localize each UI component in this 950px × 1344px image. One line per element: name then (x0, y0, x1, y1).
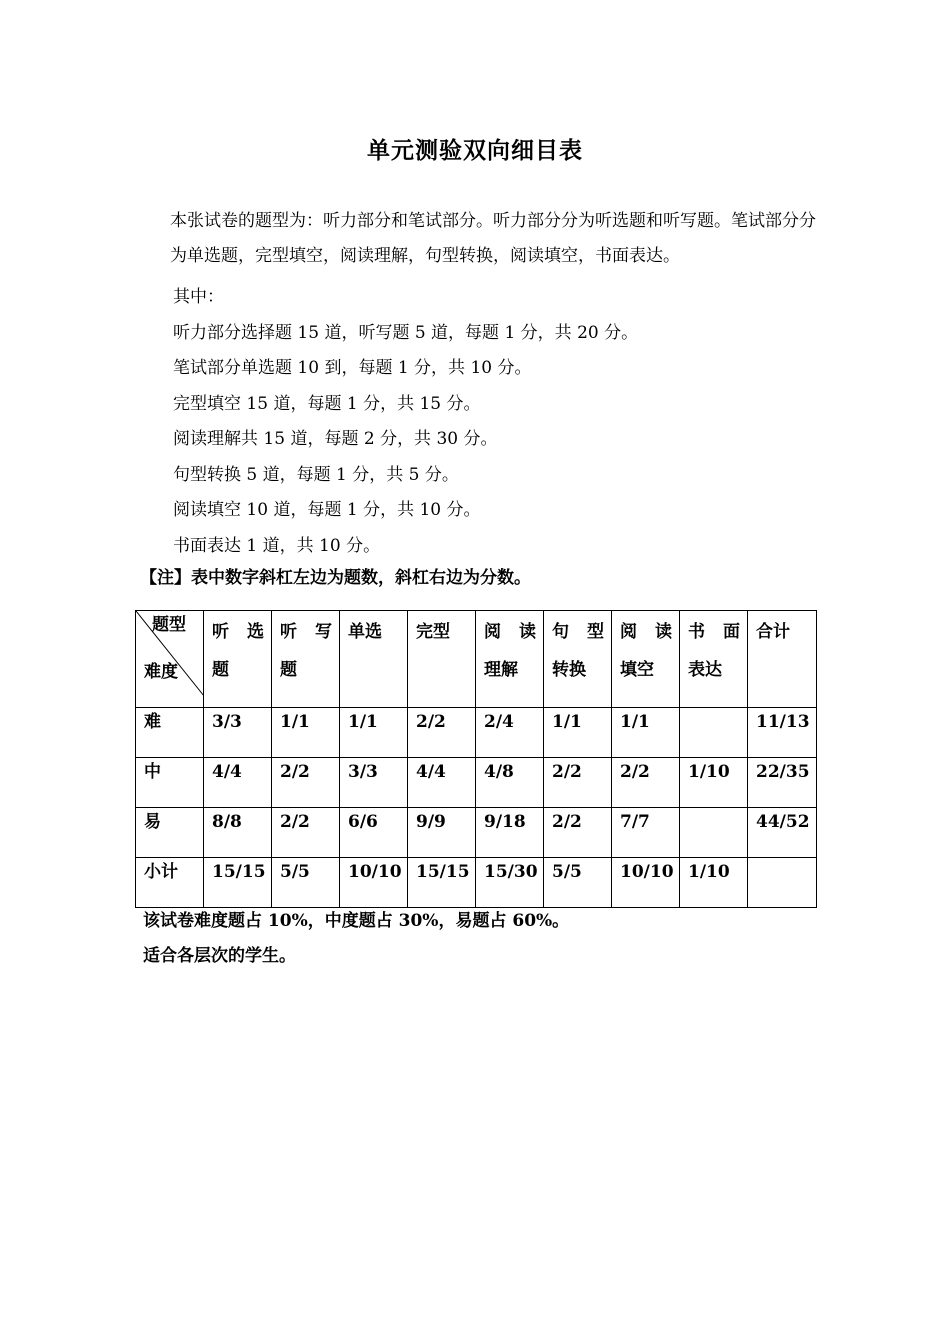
header-cell: 完型 (408, 611, 476, 708)
table-cell: 1/1 (612, 708, 680, 758)
table-cell: 7/7 (612, 808, 680, 858)
table-cell: 10/10 (340, 858, 408, 908)
breakdown-line: 句型转换 5 道，每题 1 分，共 5 分。 (173, 464, 459, 485)
breakdown-line: 其中： (173, 287, 224, 307)
breakdown-line: 阅读填空 10 道，每题 1 分，共 10 分。 (173, 500, 481, 520)
table-row (136, 708, 817, 758)
table-cell (680, 708, 748, 758)
row-label-cell: 小计 (136, 858, 204, 908)
breakdown-line: 阅读理解共 15 道，每题 2 分，共 30 分。 (173, 429, 498, 449)
table-row (136, 808, 817, 858)
header-cell: 书 面 表达 (680, 611, 748, 708)
table-cell: 44/52 (748, 808, 817, 858)
row-label-cell: 中 (136, 758, 204, 808)
table-cell: 1/10 (680, 758, 748, 808)
breakdown-line: 完型填空 15 道，每题 1 分，共 15 分。 (173, 393, 481, 414)
corner-top-label: 题型 (152, 615, 186, 635)
table-cell: 11/13 (748, 708, 817, 758)
table-cell: 22/35 (748, 758, 817, 808)
header-cell: 阅 读 理解 (476, 611, 544, 708)
table-cell: 4/8 (476, 758, 544, 808)
table-cell: 9/18 (476, 808, 544, 858)
row-label-cell: 易 (136, 808, 204, 858)
row-label-cell: 难 (136, 708, 204, 758)
table-cell: 15/15 (408, 858, 476, 908)
spec-table (135, 610, 817, 908)
table-cell: 1/1 (272, 708, 340, 758)
table-cell: 4/4 (204, 758, 272, 808)
table-note: 【注】表中数字斜杠左边为题数，斜杠右边为分数。 (140, 568, 531, 588)
header-cell: 阅 读 填空 (612, 611, 680, 708)
table-cell: 3/3 (340, 758, 408, 808)
header-cell: 单选 (340, 611, 408, 708)
table-cell: 2/2 (408, 708, 476, 758)
breakdown-line: 笔试部分单选题 10 到，每题 1 分，共 10 分。 (173, 358, 532, 378)
header-cell: 合计 (748, 611, 817, 708)
header-cell: 句 型 转换 (544, 611, 612, 708)
summary (143, 904, 569, 974)
page-title: 单元测验双向细目表 (367, 138, 583, 164)
table-cell: 2/2 (612, 758, 680, 808)
table-cell: 8/8 (204, 808, 272, 858)
table-cell: 4/4 (408, 758, 476, 808)
corner-cell (136, 611, 204, 708)
corner-bottom-label: 难度 (144, 662, 178, 682)
score-breakdown (173, 280, 638, 564)
table-cell: 15/15 (204, 858, 272, 908)
table-cell: 2/2 (544, 808, 612, 858)
table-cell: 1/10 (680, 858, 748, 908)
table-cell (748, 858, 817, 908)
table-cell: 2/2 (272, 758, 340, 808)
table-cell: 2/2 (544, 758, 612, 808)
table-cell: 15/30 (476, 858, 544, 908)
header-cell: 听 选 题 (204, 611, 272, 708)
table-cell: 3/3 (204, 708, 272, 758)
summary-line: 该试卷难度题占 10%，中度题占 30%，易题占 60%。 (143, 911, 570, 931)
intro-paragraph: 本张试卷的题型为：听力部分和笔试部分。听力部分分为听选题和听写题。笔试部分分为单选题，完型填空，阅读理解，句型转换，阅读填空，书面表达。 (170, 211, 816, 266)
table-cell: 1/1 (544, 708, 612, 758)
table-cell: 2/2 (272, 808, 340, 858)
table-cell: 6/6 (340, 808, 408, 858)
breakdown-line: 听力部分选择题 15 道，听写题 5 道，每题 1 分，共 20 分。 (173, 322, 639, 343)
breakdown-line: 书面表达 1 道，共 10 分。 (173, 535, 381, 556)
table-cell: 5/5 (544, 858, 612, 908)
table-row (136, 758, 817, 808)
table-cell: 2/4 (476, 708, 544, 758)
table-cell (680, 808, 748, 858)
table-row (136, 858, 817, 908)
header-cell: 听 写 题 (272, 611, 340, 708)
summary-line: 适合各层次的学生。 (143, 946, 296, 966)
table-cell: 5/5 (272, 858, 340, 908)
table-cell: 10/10 (612, 858, 680, 908)
table-cell: 9/9 (408, 808, 476, 858)
table-cell: 1/1 (340, 708, 408, 758)
table-header-row (136, 611, 817, 708)
